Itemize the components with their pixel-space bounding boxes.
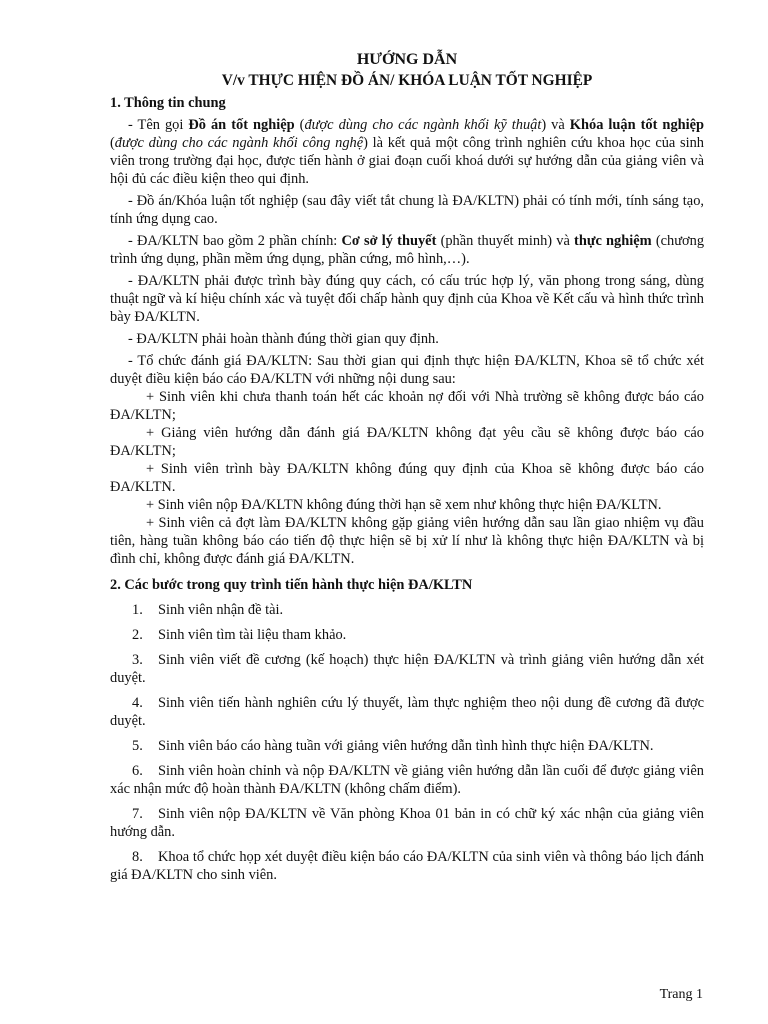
step-number: 6. — [132, 763, 143, 779]
step-item — [110, 651, 704, 687]
text-run: ) và — [541, 117, 570, 133]
paragraph-novelty: - Đồ án/Khóa luận tốt nghiệp (sau đây viết tắt chung là ĐA/KLTN) phải có tính mới, tính sáng tạo, tính ứng dụng cao. — [110, 193, 704, 227]
text-run: ) là kết quả một công trình nghiên cứu khoa học của sinh viên trong trường đại học, được tiến hành ở giai đoạn cuối khoá dưới sự hướng dẫn của giảng viên và hội đủ các điều kiện theo qui định. — [110, 135, 704, 187]
step-item — [110, 694, 704, 730]
evaluation-condition: + Sinh viên khi chưa thanh toán hết các khoản nợ đối với Nhà trường sẽ không được báo cáo ĐA/KLTN; — [110, 389, 704, 423]
paragraph-structure — [110, 232, 704, 268]
text-run: (phần thuyết minh) và — [436, 233, 575, 249]
step-number: 4. — [132, 695, 143, 711]
page-number: Trang 1 — [659, 987, 703, 1002]
step-number: 1. — [132, 602, 143, 618]
step-item — [110, 737, 704, 755]
evaluation-condition: + Sinh viên trình bày ĐA/KLTN không đúng quy định của Khoa sẽ không được báo cáo ĐA/KLTN. — [110, 461, 704, 495]
step-item — [110, 626, 704, 644]
step-item — [110, 762, 704, 798]
document-page — [110, 50, 704, 891]
step-number: 2. — [132, 627, 143, 643]
step-text: Khoa tổ chức họp xét duyệt điều kiện báo cáo ĐA/KLTN của sinh viên và thông báo lịch đánh giá ĐA/KLTN cho sinh viên. — [110, 849, 704, 883]
step-text: Sinh viên tìm tài liệu tham khảo. — [158, 627, 347, 643]
step-number: 7. — [132, 806, 143, 822]
text-run: - ĐA/KLTN bao gồm 2 phần chính: — [128, 233, 342, 249]
section-heading-general-info: 1. Thông tin chung — [110, 95, 226, 111]
term-khoa-luan: Khóa luận tốt nghiệp — [569, 117, 705, 133]
step-number: 3. — [132, 652, 143, 668]
step-text: Sinh viên tiến hành nghiên cứu lý thuyết, làm thực nghiệm theo nội dung đề cương đã được duyệt. — [110, 695, 704, 729]
step-text: Sinh viên nhận đề tài. — [158, 602, 284, 618]
note-engineering: được dùng cho các ngành khối kỹ thuật — [304, 117, 542, 133]
step-number: 8. — [132, 849, 143, 865]
paragraph-format: - ĐA/KLTN phải được trình bày đúng quy cách, có cấu trúc hợp lý, văn phong trong sáng, dùng thuật ngữ và kí hiệu chính xác và tuyệt đối chấp hành quy định của Khoa về Kết cấu và hình thức trình bày ĐA/KLTN. — [110, 273, 704, 325]
document-subtitle: V/v THỰC HIỆN ĐỒ ÁN/ KHÓA LUẬN TỐT NGHIỆP — [221, 72, 593, 89]
step-number: 5. — [132, 738, 143, 754]
step-text: Sinh viên báo cáo hàng tuần với giảng viên hướng dẫn tình hình thực hiện ĐA/KLTN. — [158, 738, 654, 754]
paragraph-deadline: - ĐA/KLTN phải hoàn thành đúng thời gian quy định. — [128, 331, 439, 347]
step-text: Sinh viên viết đề cương (kế hoạch) thực hiện ĐA/KLTN và trình giảng viên hướng dẫn xét duyệt. — [110, 652, 704, 686]
step-text: Sinh viên hoàn chỉnh và nộp ĐA/KLTN về giảng viên hướng dẫn lần cuối để được giảng viên xác nhận mức độ hoàn thành ĐA/KLTN (không chấm điểm). — [110, 763, 704, 797]
document-title: HƯỚNG DẪN — [356, 51, 458, 68]
step-item — [110, 805, 704, 841]
text-run: (chương trình ứng dụng, phần mềm ứng dụng, phần cứng, mô hình,…). — [110, 233, 705, 267]
evaluation-condition: + Giảng viên hướng dẫn đánh giá ĐA/KLTN không đạt yêu cầu sẽ không được báo cáo ĐA/KLTN; — [110, 425, 704, 459]
term-theory: Cơ sở lý thuyết — [341, 233, 437, 249]
text-run: ( — [294, 117, 305, 133]
step-item — [110, 601, 704, 619]
note-technology: được dùng cho các ngành khối công nghệ — [114, 135, 364, 151]
text-run: - Tên gọi — [128, 117, 189, 133]
step-text: Sinh viên nộp ĐA/KLTN về Văn phòng Khoa 01 bản in có chữ ký xác nhận của giảng viên hướng dẫn. — [110, 806, 704, 840]
term-experiment: thực nghiệm — [574, 233, 652, 249]
text-run: ( — [110, 135, 115, 151]
paragraph-evaluation: - Tổ chức đánh giá ĐA/KLTN: Sau thời gian qui định thực hiện ĐA/KLTN, Khoa sẽ tổ chức xét duyệt điều kiện báo cáo ĐA/KLTN với những nội dung sau: — [110, 353, 704, 387]
evaluation-condition: + Sinh viên cả đợt làm ĐA/KLTN không gặp giảng viên hướng dẫn sau lần giao nhiệm vụ đầu tiên, hàng tuần không báo cáo tiến độ thực hiện sẽ bị xử lí như là không thực hiện ĐA/KLTN và bị đình chỉ, không được đánh giá ĐA/KLTN. — [110, 515, 704, 567]
term-do-an: Đồ án tốt nghiệp — [188, 117, 295, 133]
step-item — [110, 848, 704, 884]
evaluation-condition: + Sinh viên nộp ĐA/KLTN không đúng thời hạn sẽ xem như không thực hiện ĐA/KLTN. — [146, 497, 662, 513]
paragraph-definition — [110, 116, 704, 188]
section-heading-steps: 2. Các bước trong quy trình tiến hành thực hiện ĐA/KLTN — [110, 577, 473, 593]
